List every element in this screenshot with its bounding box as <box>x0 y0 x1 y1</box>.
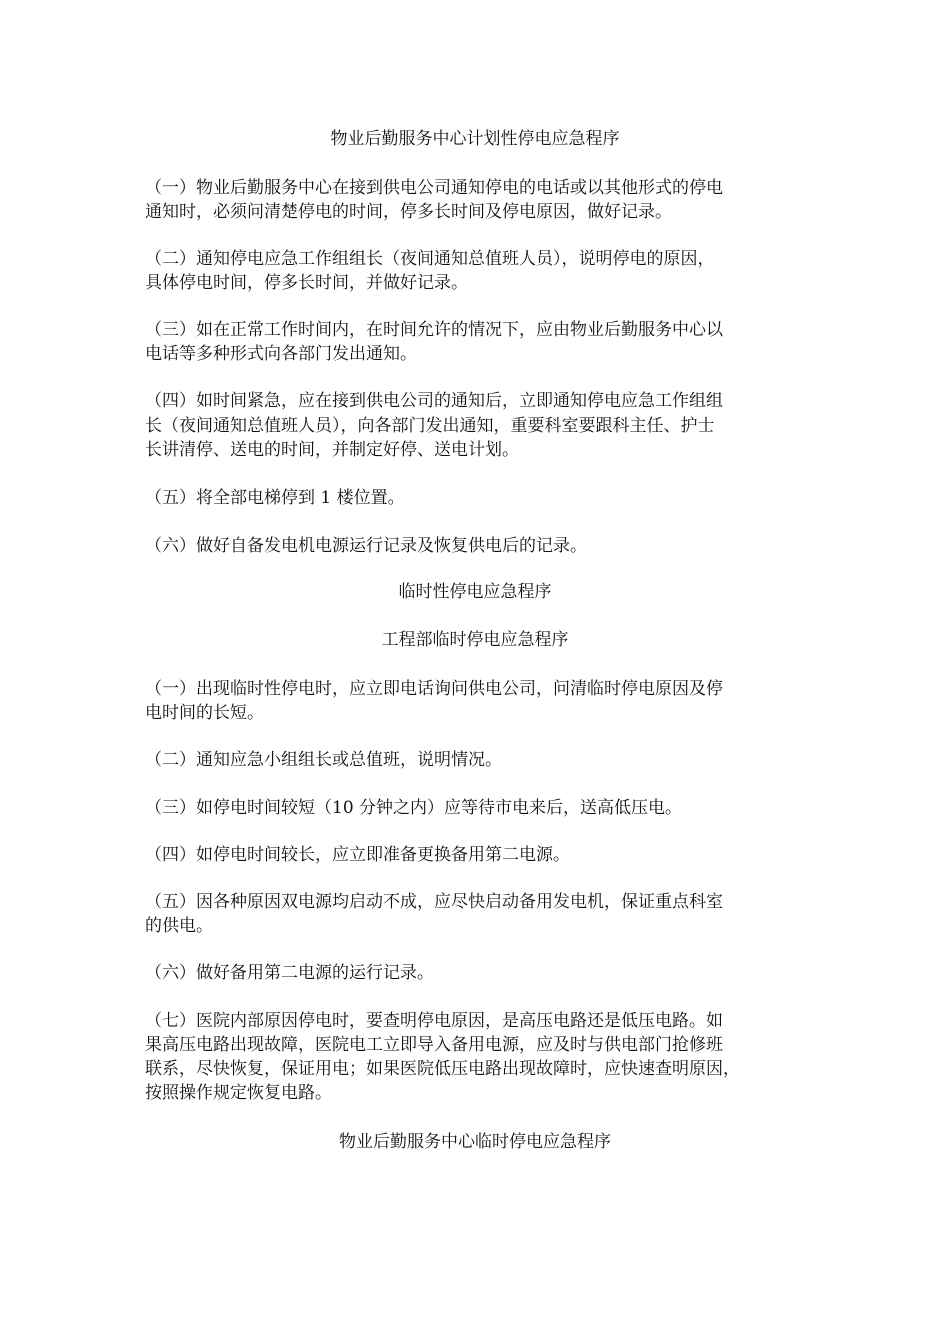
s1-p3-line2: 电话等多种形式向各部门发出通知。 <box>145 344 417 364</box>
s2-p7-line4: 按照操作规定恢复电路。 <box>145 1083 332 1103</box>
s2-p1-line1: （一）出现临时性停电时，应立即电话询问供电公司，问清临时停电原因及停 <box>145 679 723 699</box>
s2-p6-line1: （六）做好备用第二电源的运行记录。 <box>145 963 434 983</box>
s2-p2-line1: （二）通知应急小组组长或总值班，说明情况。 <box>145 750 502 770</box>
s1-p4-line2: 长（夜间通知总值班人员），向各部门发出通知，重要科室要跟科主任、护士 <box>145 416 715 436</box>
heading-temporary-outage: 临时性停电应急程序 <box>398 582 552 602</box>
s1-p4-line3: 长讲清停、送电的时间，并制定好停、送电计划。 <box>145 440 519 460</box>
s1-p5-line1: （五）将全部电梯停到 1 楼位置。 <box>145 488 405 508</box>
s2-p7-line2: 果高压电路出现故障，医院电工立即导入备用电源，应及时与供电部门抢修班 <box>145 1035 723 1055</box>
s1-p6-line1: （六）做好自备发电机电源运行记录及恢复供电后的记录。 <box>145 536 587 556</box>
s2-p7-line1: （七）医院内部原因停电时，要查明停电原因，是高压电路还是低压电路。如 <box>145 1011 723 1031</box>
s1-p2-line1: （二）通知停电应急工作组组长（夜间通知总值班人员），说明停电的原因， <box>145 249 715 269</box>
s1-p2-line2: 具体停电时间，停多长时间，并做好记录。 <box>145 273 468 293</box>
s2-p5-line1: （五）因各种原因双电源均启动不成，应尽快启动备用发电机，保证重点科室 <box>145 892 723 912</box>
s1-p3-line1: （三）如在正常工作时间内，在时间允许的情况下，应由物业后勤服务中心以 <box>145 320 723 340</box>
s2-p3-line1: （三）如停电时间较短（10 分钟之内）应等待市电来后，送高低压电。 <box>145 798 683 818</box>
s2-p4-line1: （四）如停电时间较长，应立即准备更换备用第二电源。 <box>145 845 570 865</box>
s1-p1-line1: （一）物业后勤服务中心在接到供电公司通知停电的电话或以其他形式的停电 <box>145 178 723 198</box>
s2-p7-line3: 联系，尽快恢复，保证用电；如果医院低压电路出现故障时，应快速查明原因， <box>145 1059 740 1079</box>
s2-p1-line2: 电时间的长短。 <box>145 703 264 723</box>
heading-planned-outage: 物业后勤服务中心计划性停电应急程序 <box>330 129 620 149</box>
heading-engineering-temporary-outage: 工程部临时停电应急程序 <box>381 630 569 650</box>
s1-p4-line1: （四）如时间紧急，应在接到供电公司的通知后，立即通知停电应急工作组组 <box>145 391 723 411</box>
s2-p5-line2: 的供电。 <box>145 916 213 936</box>
s1-p1-line2: 通知时，必须问清楚停电的时间，停多长时间及停电原因，做好记录。 <box>145 202 672 222</box>
heading-logistics-temporary-outage: 物业后勤服务中心临时停电应急程序 <box>339 1132 611 1152</box>
